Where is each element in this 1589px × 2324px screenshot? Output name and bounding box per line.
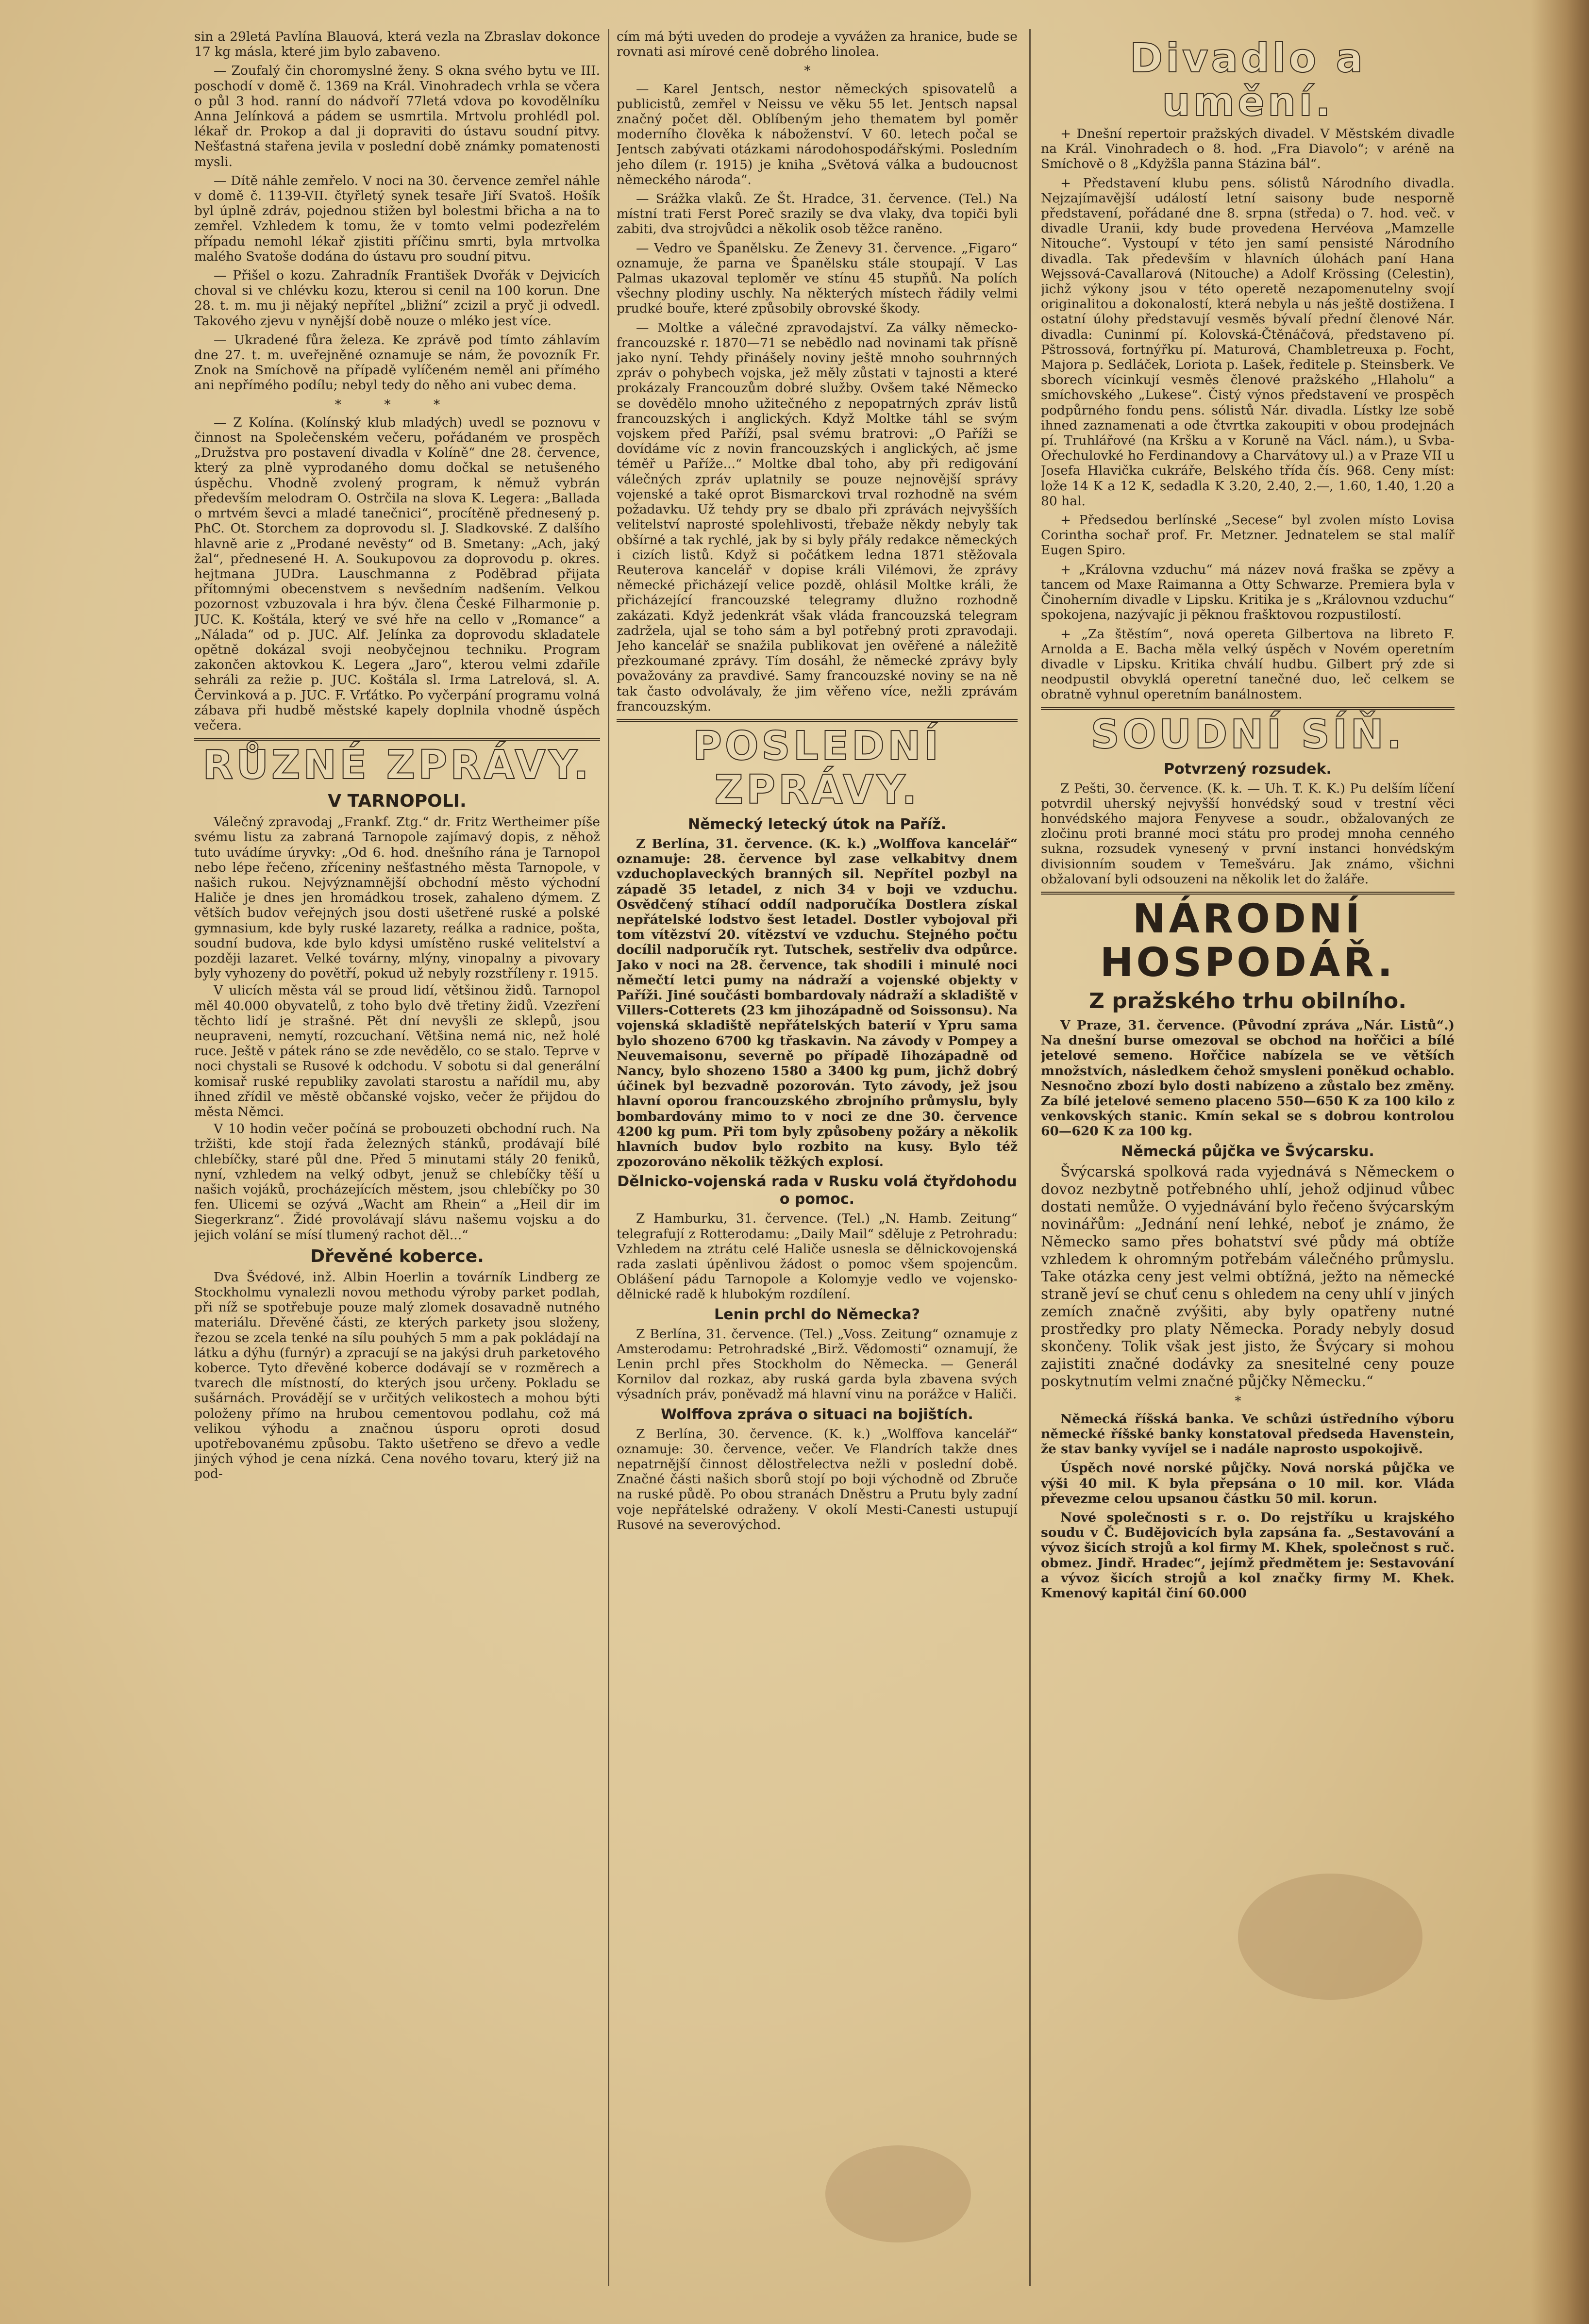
page-edge-shadow [1531, 0, 1589, 2324]
section-heading: SOUDNÍ SÍŇ. [1041, 707, 1455, 757]
article-headline: Z pražského trhu obilního. [1089, 988, 1406, 1013]
article-paragraph: Dva Švédové, inž. Albin Hoerlin a továrník Lindberg ze Stockholmu vynalezli novou methodu výroby parket podlah, při níž se spotřebuje pouze malý zlomek dosavadně nutného materiálu. Dřevěné části, ze kterých parkety jsou složeny, řezou se zcela tenké na sílu pouhých 5 mm a pak pokládají na látku a dýhu (furnýr) a zpracují se na jakýsi druh parketového koberce. Tyto dřevěné koberce dodávají se v rozměrech a tvarech dle místností, do kterých jsou určeny. Pokladu se sušárnách. Provádějí se v určitých velikostech a mohou býti položeny přímo na hrubou cementovou podlahu, což má velikou výhodu a značnou úsporu oproti dosud upotřebovanému způsobu. Takto ušetřeno se dřevo a vedle jiných výhod je cena nízká. Cena nového tovaru, který již na pod- [194, 1269, 600, 1482]
news-item: — Přišel o kozu. Zahradník František Dvořák v Dejvicích choval si ve chlévku kozu, kterou si cenil na 100 korun. Dne 28. t. m. mu ji nějaký nepřítel „bližní“ zcizil a pryč ji odvedl. Takového zjevu v nynější době nouze o mléko jest více. [194, 268, 600, 329]
separator-star: * [1235, 1393, 1261, 1409]
news-item: Nové společnosti s r. o. Do rejstříku u krajského soudu v Č. Budějovicích byla zapsána fa. „Sestavování a vývoz šicích strojů a kol firmy M. Khek, společnost s ruč. obmez. Jindř. Hradec“, jejímž předmětem je: Sestavování a vývoz šicích strojů a kol značky firmy M. Khek. Kmenový kapitál činí 60.000 [1041, 1510, 1455, 1601]
section-heading: POSLEDNÍ ZPRÁVY. [617, 719, 1018, 812]
article-headline: Německý letecký útok na Paříž. [688, 815, 946, 833]
article-paragraph: V ulicích města vál se proud lidí, většinou židů. Tarnopol měl 40.000 obyvatelů, z toho bylo dvě třetiny židů. Vzezření těchto lidí je strašné. Pět dní nevyšli ze sklepů, jsou neupraveni, nemytí, rozcuchaní. Většina nemá nic, než holé ruce. Ještě v pátek ráno se zde nevědělo, co se stalo. Teprve v noci chystali se Rusové k odchodu. V sobotu si dal generální komisař ruské republiky zavolati starostu a nařídil mu, aby ihned zřídil ve městě občanské vojsko, večer že přijdou do města Němci. [194, 983, 600, 1119]
column-right [1041, 29, 1455, 2291]
article-paragraph: Z Hamburku, 31. července. (Tel.) „N. Hamb. Zeitung“ telegrafují z Rotterodamu: „Daily Mail“ sděluje z Petrohradu: Vzhledem na ztrátu celé Haliče usnesla se dělnickovojenská rada zaslati úpěnlivou žádost o pomoc všem spojencům. Oblášení pádu Tarnopole a Kolomyje vedlo ve vojensko-dělnické radě k hlubokým rozdílení. [617, 1211, 1018, 1302]
article-headline: Lenin prchl do Německa? [714, 1306, 920, 1323]
section-heading: Divadlo a umění. [1130, 35, 1366, 125]
news-item: + „Královna vzduchu“ má název nová fraška se zpěvy a tancem od Maxe Raimanna a Otty Schwarze. Premiera byla v Činoherním divadle v Lipsku. Kritika je s „Královnou vzduchu“ spokojena, nazývajíc ji pěknou frašktovou rozpustilostí. [1041, 562, 1455, 623]
news-item: Německá říšská banka. Ve schůzi ústředního výboru německé říšské banky konstatoval předseda Havenstein, že stav banky vyvíjel se i nadále naprosto uspokojivě. [1041, 1411, 1455, 1457]
article-paragraph: Z Pešti, 30. července. (K. k. — Uh. T. K. K.) Pu delším líčení potvrdil uherský nejvyšší honvédský soud v trestní věci honvédského majora Fenyvese a soudr., obžalovaných ze zločinu proti branné moci státu pro prodej mnoha cenného sukna, rozsudek vynesený v první instanci honvédským divisionním soudem v Temešváru. Jak známo, všichni obžalovaní byli odsouzeni na několik let do žaláře. [1041, 780, 1455, 887]
news-item: sin a 29letá Pavlína Blauová, která vezla na Zbraslav dokonce 17 kg másla, které jim bylo zabaveno. [194, 29, 600, 60]
article-paragraph: Z Berlína, 30. července. (K. k.) „Wolffova kancelář“ oznamuje: 30. července, večer. Ve Flandrích takže dnes nepatrnější činnost dělostřelectva nežli v poslední době. Značné části našich sborů stojí po boji východně od Zbruče na ruské půdě. Po obou stranách Dněstru a Prutu byly zadní voje nepřátelské odraženy. V okolí Mesti-Canesti ustupují Rusové na severovýchod. [617, 1426, 1018, 1532]
separator-star: * [804, 63, 830, 79]
article-headline: Německá půjčka ve Švýcarsku. [1121, 1143, 1374, 1160]
column-middle [617, 29, 1018, 2291]
news-item: — Srážka vlaků. Ze Št. Hradce, 31. července. (Tel.) Na místní trati Ferst Poreč srazily se dva vlaky, dva topiči byli zabiti, dva strojvůdci a několik osob těžce raněno. [617, 191, 1018, 237]
article-paragraph: Válečný zpravodaj „Frankf. Ztg.“ dr. Fritz Wertheimer píše svému listu za zabraná Tarnopole zajímavý dopis, z něhož tuto uvádíme úryvky: „Od 6. hod. dnešního rána je Tarnopol nebo lépe řečeno, zříceniny nešťastného města Tarnopole, v našich rukou. Nejvýznamnější obchodní město východní Haliče je dnes jen hromádkou trosek, zahaleno dýmem. Z větších budov veřejných jsou dosti ušetřené ruské a polské gymnasium, kde byly ruské lazarety, reálka a radnice, pošta, soudní budova, kde bylo kdysi umístěno ruské velitelství a později lazaret. Velké továrny, mlýny, vinopalny a pivovary byly vyhozeny do povětří, pokud už nebyly rozstříleny r. 1915. [194, 814, 600, 981]
news-item: + Představení klubu pens. sólistů Národního divadla. Nejzajímavější událostí letní saisony bude nesporně představení, pořádané dne 8. srpna (středa) o 7. hod. več. v divadle Uranii, kdy bude provedena Hervéova „Mamzelle Nitouche“. Vystoupí v této jen samí pensisté Národního divadla. Tak především v hlavních úlohách paní Hana Wejssová-Cavallarová (Nitouche) a Adolf Krössing (Celestin), jichž výkony jsou v této operetě nezapomenutelny svojí originalitou a dokonalostí, která nebyla u nás ještě dostižena. I ostatní úlohy představují vesměs bývalí přední členové Nár. divadla: Cuninmí pí. Kolovská-Čtěnáčová, představeno pí. Pštrossová, fortnýřku pí. Maturová, Chambletreuxa p. Focht, Majora p. Sedláček, Loriota p. Lašek, ředitele p. Steinsberk. Ve sborech vícinkují vesměs členové pražského „Hlaholu“ a smíchovského „Lukese“. Čistý výnos představení ve prospěch podpůrného fondu pens. sólistů Nár. divadla. Lístky lze sobě ihned zaznamenati a ode čtvrtka zakoupiti v obou prodejnách pí. Truhlářové (na Kršku a v Koruně na Václ. nám.), u Svba-Ořechulovké ho Ferdinandovy a Charvátovy ul.) a v Praze VII u Josefa Hlavička cukráře, Belského třída čís. 968. Ceny míst: lože 14 K a 12 K, sedadla K 3.20, 2.40, 2.—, 1.60, 1.40, 1.20 a 80 hal. [1041, 175, 1455, 509]
news-item: + „Za štěstím“, nová opereta Gilbertova na libreto F. Arnolda a E. Bacha měla velký úspěch v Novém operetním divadle v Lipsku. Kritika chválí hudbu. Gilbert prý zde si neodpustil obvyklá operetní tanečné duo, leč celkem se obratně vyhnul operetním banálnostem. [1041, 626, 1455, 702]
article-headline: Potvrzený rozsudek. [1164, 760, 1332, 778]
article-paragraph: Z Berlína, 31. července. (K. k.) „Wolffova kancelář“ oznamuje: 28. července byl zase velkabitvy dnem vzduchoplaveckých branných sil. Nepřítel pozbyl na západě 35 letadel, z nich 34 v boji ve vzduchu. Osvědčený stíhací oddíl nadporučíka Dostlera získal nepřátelské lodstvo šest letadel. Dostler vybojoval při tom vítězství 20. vítězství ve vzduchu. Stejného počtu docílil nadporučík ryt. Tutschek, sestřeliv dva odpůrce. Jako v noci na 28. července, tak shodili i minulé noci němečtí letci pumy na nádraží a vojenské objekty v Paříži. Jiné součásti bombardovaly nádraží a skladiště v Villers-Cotterets (23 km jihozápadně od Soissonsu). Na vojenská skladiště nepřátelských baterií v Ypru sama bylo shozeno 6700 kg třaskavin. Na závody v Pompey a Neuvemaisonu, severně po případě Iihozápadně od Nancy, bylo shozeno 1580 a 3400 kg pum, jichž dobrý účinek byl bezvadně pozorován. Tyto závody, jež jsou hlavní oporou francouzského zbrojního průmyslu, byly bombardovány mimo to v noci ze dne 30. července 4200 kg pum. Při tom byly způsobeny požáry a několik hlavních budov bylo rozbito na kusy. Bylo též zpozorováno několik těžkých explosí. [617, 836, 1018, 1170]
news-item: — Dítě náhle zemřelo. V noci na 30. července zemřel náhle v domě č. 1139-VII. čtyřletý synek tesaře Jiří Svatoš. Hošík byl úplně zdráv, pojednou stižen byl bolestmi břicha a na to zemřel. Vzhledem k tomu, že v tomto velmi podezřelém případu nemohl lékař zjistiti příčinu smrti, byla mrtvolka malého Svatoše dodána do ústavu pro soudní pitvu. [194, 173, 600, 264]
article-paragraph: Z Berlína, 31. července. (Tel.) „Voss. Zeitung“ oznamuje z Amsterodamu: Petrohradské „Birž. Vědomosti“ oznamují, že Lenin prchl přes Stockholm do Německa. — Generál Kornilov dal rozkaz, aby ruská garda byla zbavena svých výsadních práv, poněvadž má hlavní vinu na porážce v Haliči. [617, 1326, 1018, 1402]
news-item: — Vedro ve Španělsku. Ze Ženevy 31. července. „Figaro“ oznamuje, že parna ve Španělsku stále stoupají. V Las Palmas ukazoval teploměr ve stínu 45 stupňů. Na polích všechny plodiny uschly. Na některých místech řádily velmi prudké bouře, které způsobily obrovské škody. [617, 240, 1018, 316]
article-headline: Wolffova zpráva o situaci na bojištích. [661, 1406, 973, 1423]
separator-stars: * * * [335, 397, 460, 412]
article-paragraph: Švýcarská spolková rada vyjednává s Německem o dovoz nezbytně potřebného uhlí, jehož odjinud vůbec dostati nemůže. O vyjednávání bylo řečeno švýcarským novinářům: „Jednání není lehké, neboť je známo, že Německo samo přes bohatství své půdy má obtíže vzhledem k ohromným potřebám válečného průmyslu. Take otázka ceny jest velmi obtížná, ježto na německé straně jeví se chuť cenu s ohledem na ceny uhlí v jiných zemích značně zvýšiti, aby byly opatřeny nutné prostředky pro platy Německa. Porady nebyly dosud skončeny. Tolik však jest jisto, že Švýcary si mohou zajistiti značné dodávky za snesitelné ceny pouze poskytnutím velmi značné půjčky Německu.“ [1041, 1163, 1455, 1390]
article-headline: V TARNOPOLI. [328, 791, 467, 812]
news-item: — Karel Jentsch, nestor německých spisovatelů a publicistů, zemřel v Neissu ve věku 55 let. Jentsch napsal značný počet děl. Oblíbeným jeho thematem byl poměr moderního člověka k náboženství. V 60. letech počal se Jentsch zabývati otázkami národohospodářskými. Posledním jeho dílem (r. 1915) je kniha „Světová válka a budoucnost německého národa“. [617, 81, 1018, 187]
news-item: — Zoufalý čin choromyslné ženy. S okna svého bytu ve III. poschodí v domě č. 1369 na Král. Vinohradech vrhla se včera o půl 3 hod. ranní do nádvoří 77letá vdova po kovodělníku Anna Jelínková a pádem se usmrtila. Mrtvolu prohlédl pol. lékař dr. Prokop a dal ji dopraviti do ústavu soudní pitvy. Nešťastná stařena jevila v poslední době známky pomatenosti mysli. [194, 63, 600, 169]
news-item: + Dnešní repertoir pražských divadel. V Městském divadle na Král. Vinohradech o 8. hod. „Fra Diavolo“; v aréně na Smíchově o 8 „Kdyžšla panna Stázina bál“. [1041, 126, 1455, 172]
article-headline: Dřevěné koberce. [310, 1246, 484, 1266]
news-item: — Moltke a válečné zpravodajství. Za války německo-francouzské r. 1870—71 se nebědlo nad novinami tak přísně jako nyní. Tehdy přinášely noviny ještě mnoho souhrnných zpráv o pohybech vojska, jež měly zůstati v tajnosti a které prokázaly Francouzům dobré služby. Ovšem také Německo se dovědělo mnoho užitečného z nepopatrných zpráv listů francouzských i anglických. Když Moltke táhl se svým vojskem před Paříží, psal svému bratrovi: „O Paříži se dovídáme víc z novin francouzských i anglických, ač jsme téměř u Paříže...“ Moltke dbal toho, aby při redigování válečných zpráv uplatnily se pouze nejnovější správy vojenské a také oprot Bismarckovi trval rozhodně na svém požadavku. Už tehdy pry se dbalo při zprávách nejvyšších velitelství naprosté spolehlivosti, třebaže někdy nebyly tak obšírné a tak rychlé, jak by si byly přály redakce německých i cizích listů. Když si počátkem ledna 1871 stěžovala Reuterova kancelář v dopise králi Vilémovi, že zprávy německé přicházejí velice pozdě, ohlásil Moltke králi, že přicházející francouzské telegramy dlužno rozhodně zakázati. Když jedenkrát však vláda francouzská telegram zadržela, ujal se toho sám a byl potřebný proti zpravodaji. Jeho kancelář se snažila publikovat jen ověřené a náležitě přezkoumané zprávy. Tím dosáhl, že německé zprávy byly považovány za pravdivé. Samy francouzské noviny se na ně tak často odvolávaly, že jim věřeno více, nežli zprávám francouzským. [617, 320, 1018, 714]
article-paragraph: V Praze, 31. července. (Původní zpráva „Nár. Listů“.) Na dnešní burse omezoval se obchod na hořčici a bílé jetelové semeno. Hořčice nabízela se ve větších množstvích, následkem čehož smysleni poněkud ochablo. Nesnočno zbozí bylo dosti nabízeno a zůstalo bez změny. Za bílé jetelové semeno placeno 550—650 K za 100 kilo z venkovských stanic. Kmín sekal se s dobrou kontrolou 60—620 K za 100 kg. [1041, 1017, 1455, 1139]
column-rule [608, 29, 609, 2286]
news-item: + Předsedou berlínské „Secese“ byl zvolen místo Lovisa Corintha sochař prof. Fr. Metzner. Jednatelem se stal malíř Eugen Spiro. [1041, 513, 1455, 558]
section-heading: NÁRODNÍ HOSPODÁŘ. [1041, 892, 1455, 985]
news-item: cím má býti uveden do prodeje a vyvážen za hranice, bude se rovnati asi mírové ceně dobrého linolea. [617, 29, 1018, 60]
article-headline: Dělnicko-vojenská rada v Rusku volá čtyřdohodu o pomoc. [617, 1173, 1017, 1208]
news-item: — Z Kolína. (Kolínský klub mladých) uvedl se poznovu v činnost na Společenském večeru, pořádaném ve prospěch „Družstva pro postavení divadla v Kolíně“ dne 28. července, který za plně vyprodaného domu dočkal se netušeného úspěchu. Vhodně zvolený program, k němuž vybrán především melodram O. Ostrčila na slova K. Legera: „Ballada o mrtvém ševci a mladé tanečnici“, procítěně přednesený p. PhC. Ot. Storchem za doprovodu sl. J. Sladkovské. Z dalšího hlavně arie z „Prodané nevěsty“ od B. Smetany: „Ach, jaký žal“, přednesené H. A. Soukupovou za doprovodu p. okres. hejtmana JUDra. Lauschmanna z Poděbrad přijata přítomnými obecenstvem s nevšedním nadšením. Velkou pozornost vzbuzovala i hra býv. člena České Filharmonie p. JUC. K. Koštála, který ve své hře na cello v „Romance“ a „Nálada“ od p. JUC. Alf. Jelínka za doprovodu skladatele opětně dokázal svoji neobyčejnou techniku. Program zakončen aktovkou K. Legera „Jaro“, kterou velmi zdařile sehráli za režie p. JUC. Koštála sl. Irma Latrelová, sl. A. Červinková a p. JUC. F. Vrťátko. Po vyčerpání programu volná zábava při hudbě městské kapely doplnila vhodně úspěch večera. [194, 415, 600, 733]
column-left [194, 29, 600, 2291]
column-rule [1029, 29, 1031, 2286]
section-heading: RŮZNÉ ZPRÁVY. [194, 738, 600, 787]
news-item: Úspěch nové norské půjčky. Nová norská půjčka ve výši 40 mil. K byla přepsána o 10 mil. kor. Vláda převezme celou upsanou částku 50 mil. korun. [1041, 1461, 1455, 1506]
news-item: — Ukradené fůra železa. Ke zprávě pod tímto záhlavím dne 27. t. m. uveřejněné oznamuje se nám, že povozník Fr. Znok na Smíchově na případě vylíčeném neměl ani přímého ani nepřímého podílu; nebyl tedy do něho ani vubec dema. [194, 332, 600, 393]
article-paragraph: V 10 hodin večer počíná se probouzeti obchodní ruch. Na tržišti, kde stojí řada železných stánků, prodávají bílé chlebíčky, staré půl dne. Před 5 minutami stály 20 feniků, nyní, vzhledem na velký odbyt, jenuž se chlebíčky těší u našich vojáků, procházejících městem, jsou chlebíčky po 30 fen. Ulicemi se ozývá „Wacht am Rhein“ a „Heil dir im Siegerkranz“. Židé provolávají slávu našemu vojsku a do jejich volání se mísí tlumený rachot děl...“ [194, 1121, 600, 1243]
